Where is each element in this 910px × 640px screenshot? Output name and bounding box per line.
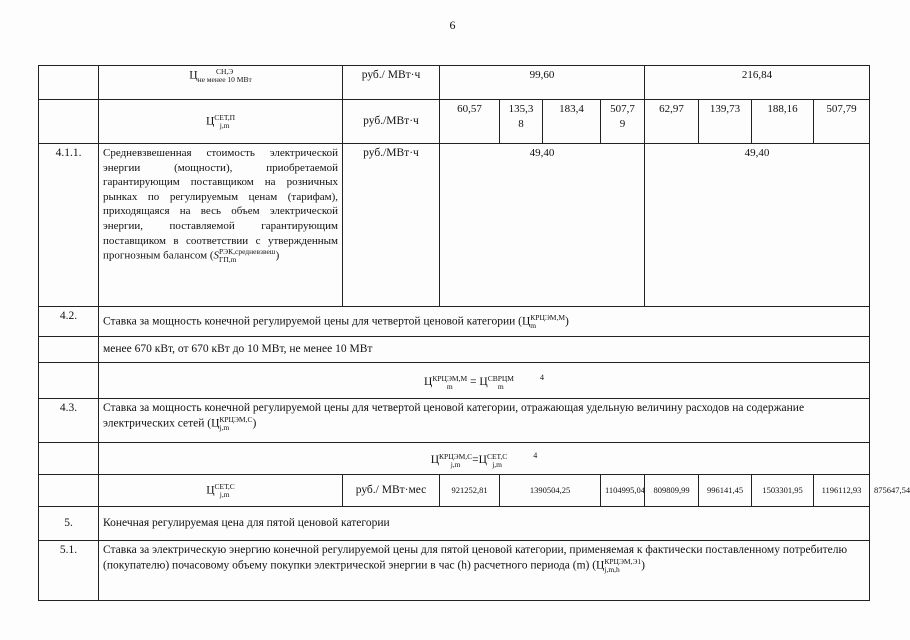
- unit-cell: руб./МВт·ч: [343, 144, 440, 307]
- symbol-cell: Ц СН,Э не менее 10 МВт: [99, 66, 343, 100]
- table-row: [39, 307, 870, 337]
- section-heading: Ставка за электрическую энергию конечной регулируемой цены для пятой ценовой категории, применяемая к фактически поставленному потребителю (покупателю) почасовому объему покупки электрической энергии в час (h) расчетного периода (m) (Ц КРЦЭМ,Э1 j,m,h ): [99, 541, 870, 601]
- value-cell: 1503301,95: [752, 475, 814, 507]
- unit-cell: руб./ МВт·ч: [343, 66, 440, 100]
- value-cell: 49,40: [645, 144, 870, 307]
- value-cell: 188,16: [752, 100, 814, 144]
- value-cell: 996141,45: [699, 475, 752, 507]
- symbol-cell: Ц СЕТ,С j,m: [99, 475, 343, 507]
- tariff-table: [38, 65, 910, 601]
- value-cell: 1196112,93: [814, 475, 870, 507]
- unit-cell: руб./МВт·ч: [343, 100, 440, 144]
- value-cell: 507,79: [814, 100, 870, 144]
- unit-cell: руб./ МВт·мес: [343, 475, 440, 507]
- value-cell: 99,60: [440, 66, 645, 100]
- table-row: [39, 337, 870, 363]
- voltage-ranges: менее 670 кВт, от 670 кВт до 10 МВт, не менее 10 МВт: [99, 337, 870, 363]
- value-cell: 216,84: [645, 66, 870, 100]
- value-cell: 1390504,25: [500, 475, 601, 507]
- value-cell: 1104995,04: [601, 475, 645, 507]
- value-cell: 135,3 8: [500, 100, 543, 144]
- table-row: [39, 399, 870, 443]
- row-number: 4.2.: [39, 307, 99, 337]
- row-number: 4.1.1.: [39, 144, 99, 307]
- value-cell: 921252,81: [440, 475, 500, 507]
- table-row: [39, 363, 870, 399]
- row-description: Средневзвешенная стоимость электрической энергии (мощности), приобретаемой гарантирующим поставщиком на розничных рынках по регулируемым ценам (тарифам), приходящаяся на весь объем электрической энергии, поставляемой гарантирующим поставщиком в соответствии с утвержденным прогнозным балансом (S РЭК,средневзвеш ГП,m ): [99, 144, 343, 307]
- table-row: [39, 507, 870, 541]
- section-heading: Конечная регулируемая цена для пятой ценовой категории: [99, 507, 870, 541]
- table-row: [39, 144, 870, 307]
- value-cell: 183,4: [543, 100, 601, 144]
- section-heading: Ставка за мощность конечной регулируемой цены для четвертой ценовой категории, отражающая удельную величину расходов на содержание электрических сетей (Ц КРЦЭМ,С j,m ): [99, 399, 870, 443]
- row-number: 4.3.: [39, 399, 99, 443]
- table-row: [39, 66, 870, 100]
- value-cell: 507,7 9: [601, 100, 645, 144]
- value-cell: 139,73: [699, 100, 752, 144]
- value-cell: 809809,99: [645, 475, 699, 507]
- value-cell: 60,57: [440, 100, 500, 144]
- value-cell: 49,40: [440, 144, 645, 307]
- table-row: Ц СЕТ,С j,m руб./ МВт·мес 921252,81 1390504,25 1104995,04 809809,99 996141,45 1503301,95 1196112,93 875647,54: [39, 475, 870, 507]
- value-cell: 62,97: [645, 100, 699, 144]
- row-number: 5.1.: [39, 541, 99, 601]
- section-heading: Ставка за мощность конечной регулируемой цены для четвертой ценовой категории (Ц КРЦЭМ,М m ): [99, 307, 870, 337]
- table-row: [39, 100, 870, 144]
- formula: Ц КРЦЭМ,С j,m =Ц СЕТ,С j,m $^4$: [99, 443, 870, 475]
- symbol-cell: Ц СЕТ,П j,m: [99, 100, 343, 144]
- formula: Ц КРЦЭМ,М m = Ц СВРЦМ m $^4$: [99, 363, 870, 399]
- page-number: 6: [449, 18, 456, 32]
- row-number: 5.: [39, 507, 99, 541]
- table-row: [39, 541, 870, 601]
- table-row: [39, 443, 870, 475]
